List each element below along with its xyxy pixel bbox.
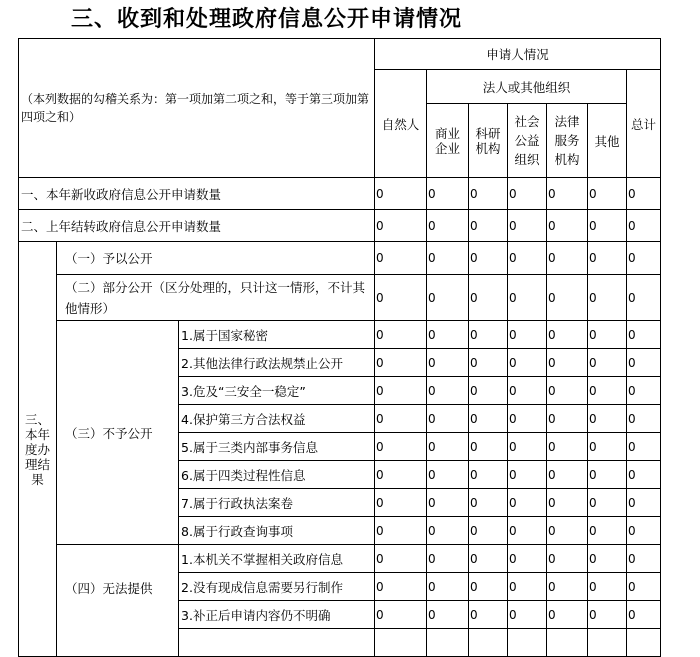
value-cell: 0 (627, 433, 661, 461)
value-cell: 0 (547, 489, 588, 517)
row-label: 1.本机关不掌握相关政府信息 (179, 545, 375, 573)
value-cell: 0 (375, 573, 427, 601)
table-row (19, 275, 661, 321)
row-label: 5.属于三类内部事务信息 (179, 433, 375, 461)
value-cell: 0 (375, 349, 427, 377)
value-cell: 0 (588, 349, 627, 377)
row-label: 二、上年结转政府信息公开申请数量 (19, 210, 375, 242)
value-cell: 0 (588, 517, 627, 545)
value-cell: 0 (427, 178, 469, 210)
value-cell: 0 (588, 461, 627, 489)
value-cell: 0 (427, 601, 469, 629)
value-cell: 0 (547, 433, 588, 461)
value-cell: 0 (375, 405, 427, 433)
table-row (19, 242, 661, 275)
row-label: 2.没有现成信息需要另行制作 (179, 573, 375, 601)
value-cell: 0 (627, 517, 661, 545)
value-cell: 0 (547, 178, 588, 210)
value-cell: 0 (427, 405, 469, 433)
natural-person-header: 自然人 (375, 70, 427, 178)
value-cell: 0 (588, 545, 627, 573)
row-label: 3.危及“三安全一稳定” (179, 377, 375, 405)
value-cell: 0 (588, 489, 627, 517)
value-cell: 0 (469, 178, 508, 210)
value-cell: 0 (547, 242, 588, 275)
row-label: 7.属于行政执法案卷 (179, 489, 375, 517)
page-title: 三、收到和处理政府信息公开申请情况 (71, 7, 463, 32)
not-open-label: （三）不予公开 (57, 321, 179, 545)
value-cell: 0 (588, 433, 627, 461)
value-cell: 0 (508, 573, 547, 601)
value-cell: 0 (427, 377, 469, 405)
value-cell: 0 (547, 377, 588, 405)
value-cell: 0 (627, 178, 661, 210)
value-cell: 0 (469, 349, 508, 377)
value-cell: 0 (508, 377, 547, 405)
value-cell: 0 (547, 601, 588, 629)
value-cell: 0 (547, 210, 588, 242)
applicant-header: 申请人情况 (375, 39, 661, 70)
legal-person-header: 法人或其他组织 (427, 70, 627, 104)
value-cell: 0 (469, 275, 508, 321)
value-cell: 0 (375, 461, 427, 489)
value-cell: 0 (427, 321, 469, 349)
value-cell: 0 (547, 405, 588, 433)
row-label: （二）部分公开（区分处理的，只计这一情形，不计其他情形） (57, 275, 375, 321)
value-cell: 0 (375, 377, 427, 405)
value-cell: 0 (508, 405, 547, 433)
value-cell: 0 (469, 210, 508, 242)
value-cell: 0 (547, 517, 588, 545)
value-cell: 0 (547, 573, 588, 601)
value-cell: 0 (427, 242, 469, 275)
value-cell: 0 (588, 210, 627, 242)
value-cell: 0 (627, 210, 661, 242)
value-cell: 0 (627, 242, 661, 275)
value-cell: 0 (469, 489, 508, 517)
research-header: 科研机构 (469, 104, 508, 178)
row-label: （一）予以公开 (57, 242, 375, 275)
value-cell: 0 (427, 489, 469, 517)
value-cell: 0 (375, 489, 427, 517)
value-cell: 0 (375, 275, 427, 321)
value-cell: 0 (375, 517, 427, 545)
value-cell: 0 (469, 377, 508, 405)
value-cell: 0 (627, 377, 661, 405)
business-header: 商业企业 (427, 104, 469, 178)
value-cell: 0 (469, 573, 508, 601)
value-cell: 0 (508, 433, 547, 461)
value-cell: 0 (508, 545, 547, 573)
value-cell: 0 (588, 573, 627, 601)
value-cell: 0 (375, 178, 427, 210)
value-cell: 0 (469, 461, 508, 489)
value-cell: 0 (508, 275, 547, 321)
value-cell: 0 (469, 517, 508, 545)
row-label: 4.保护第三方合法权益 (179, 405, 375, 433)
value-cell: 0 (547, 545, 588, 573)
row-label: 2.其他法律行政法规禁止公开 (179, 349, 375, 377)
value-cell: 0 (375, 601, 427, 629)
value-cell: 0 (427, 210, 469, 242)
row-label: 1.属于国家秘密 (179, 321, 375, 349)
row-label: 一、本年新收政府信息公开申请数量 (19, 178, 375, 210)
value-cell: 0 (375, 433, 427, 461)
value-cell: 0 (427, 275, 469, 321)
table-row (19, 321, 661, 349)
value-cell: 0 (427, 461, 469, 489)
value-cell: 0 (469, 242, 508, 275)
value-cell: 0 (508, 178, 547, 210)
legal-service-header: 法律服务机构 (547, 104, 588, 178)
value-cell: 0 (627, 349, 661, 377)
value-cell: 0 (508, 210, 547, 242)
value-cell: 0 (627, 573, 661, 601)
value-cell: 0 (427, 545, 469, 573)
section-3-label: 三、本年度办理结果 (19, 242, 57, 657)
value-cell: 0 (375, 242, 427, 275)
row-label: 8.属于行政查询事项 (179, 517, 375, 545)
value-cell: 0 (469, 405, 508, 433)
value-cell: 0 (508, 461, 547, 489)
application-stats-table (18, 38, 661, 657)
value-cell: 0 (508, 242, 547, 275)
value-cell: 0 (427, 573, 469, 601)
value-cell: 0 (588, 178, 627, 210)
value-cell: 0 (508, 517, 547, 545)
value-cell: 0 (469, 601, 508, 629)
value-cell: 0 (547, 461, 588, 489)
value-cell: 0 (547, 349, 588, 377)
value-cell: 0 (508, 321, 547, 349)
value-cell: 0 (375, 321, 427, 349)
table-row (19, 210, 661, 242)
value-cell: 0 (627, 489, 661, 517)
value-cell: 0 (627, 461, 661, 489)
value-cell: 0 (588, 275, 627, 321)
public-welfare-header: 社会公益组织 (508, 104, 547, 178)
value-cell: 0 (547, 321, 588, 349)
value-cell: 0 (375, 210, 427, 242)
value-cell: 0 (427, 517, 469, 545)
value-cell: 0 (508, 349, 547, 377)
value-cell: 0 (375, 545, 427, 573)
row-label: 6.属于四类过程性信息 (179, 461, 375, 489)
value-cell: 0 (508, 601, 547, 629)
value-cell: 0 (427, 433, 469, 461)
table-row (19, 178, 661, 210)
value-cell: 0 (627, 545, 661, 573)
value-cell: 0 (627, 405, 661, 433)
other-header: 其他 (588, 104, 627, 178)
value-cell: 0 (588, 405, 627, 433)
row-label: 3.补正后申请内容仍不明确 (179, 601, 375, 629)
value-cell: 0 (508, 489, 547, 517)
value-cell: 0 (469, 321, 508, 349)
value-cell: 0 (427, 349, 469, 377)
value-cell: 0 (627, 275, 661, 321)
relation-note: （本列数据的勾稽关系为：第一项加第二项之和，等于第三项加第四项之和） (19, 39, 375, 178)
table-row (19, 545, 661, 573)
value-cell: 0 (627, 601, 661, 629)
total-header: 总计 (627, 70, 661, 178)
value-cell: 0 (469, 433, 508, 461)
value-cell: 0 (588, 601, 627, 629)
value-cell: 0 (588, 321, 627, 349)
cannot-provide-label: （四）无法提供 (57, 545, 179, 657)
value-cell: 0 (469, 545, 508, 573)
value-cell: 0 (547, 275, 588, 321)
value-cell: 0 (627, 321, 661, 349)
value-cell: 0 (588, 377, 627, 405)
value-cell: 0 (588, 242, 627, 275)
